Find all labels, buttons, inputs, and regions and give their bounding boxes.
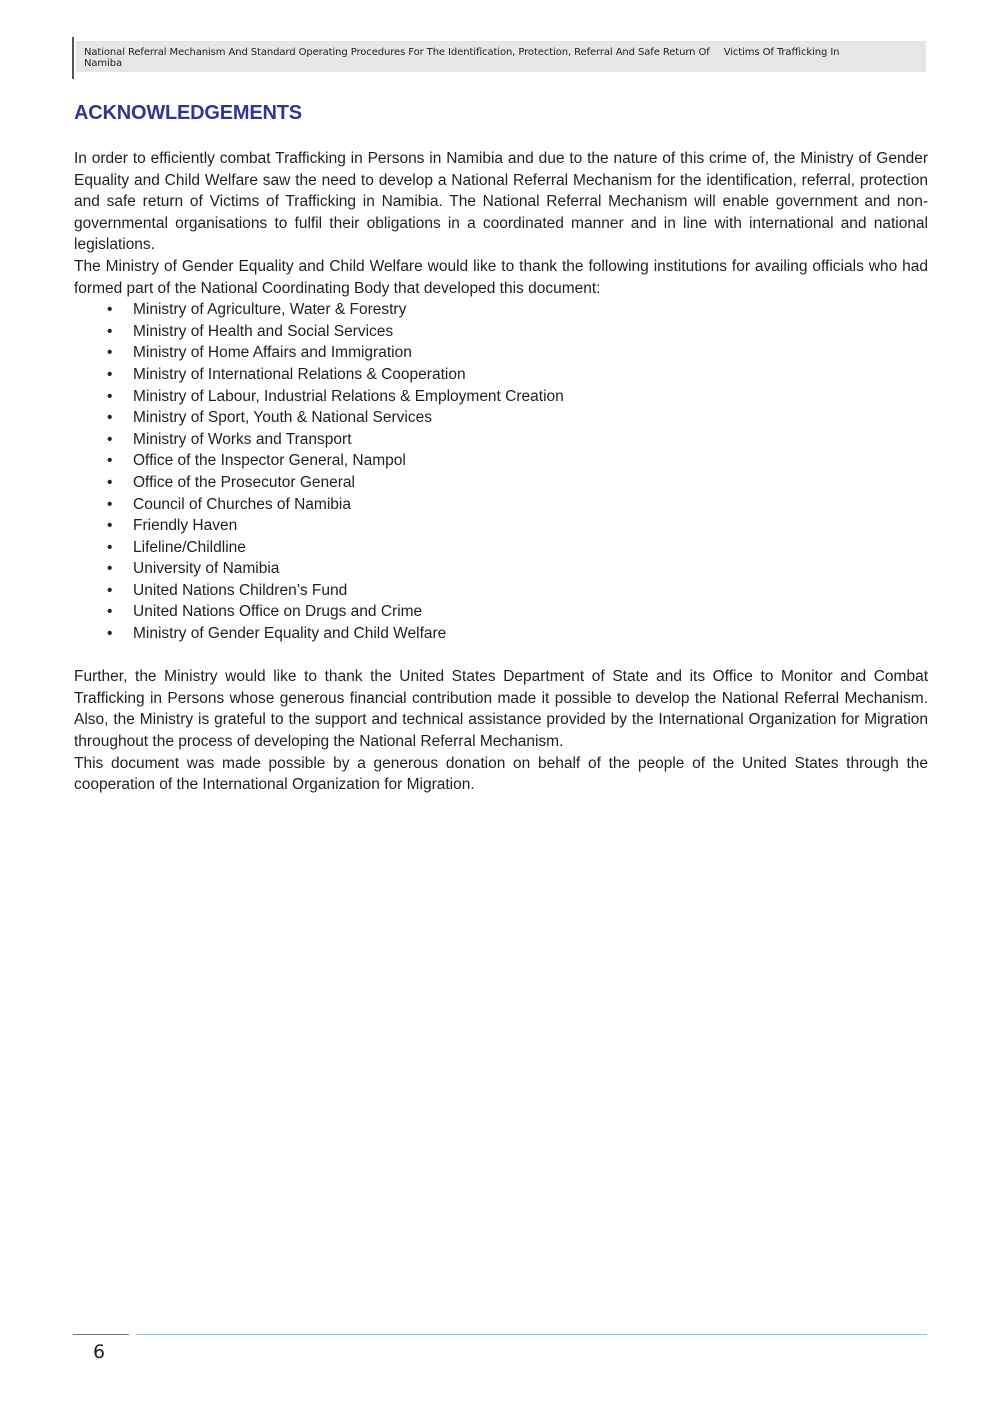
running-header-title-end: Namiba	[84, 58, 123, 69]
running-header-title-cont: Victims Of Trafficking In	[723, 47, 840, 58]
bullet-marker: •	[107, 430, 113, 448]
institution-list-item	[107, 342, 928, 364]
bullet-marker: •	[107, 344, 113, 362]
running-header-title: National Referral Mechanism And Standard Operating Procedures For The Identification, Protection, Referral And Safe Return Of	[84, 47, 710, 58]
institution-list-item	[107, 472, 928, 494]
institution-name: United Nations Children’s Fund	[133, 581, 348, 599]
header-rule	[72, 37, 74, 79]
funding-paragraph: Further, the Ministry would like to thank the United States Department of State and its Office to Monitor and Combat Trafficking in Persons whose generous financial contribution made it possible to develop the National Referral Mechanism. Also, the Ministry is grateful to the support and technical assistance provided by the International Organization for Migration throughout the process of developing the National Referral Mechanism.	[74, 668, 928, 751]
bullet-marker: •	[107, 322, 113, 340]
donation-paragraph: This document was made possible by a generous donation on behalf of the people of the United States through the cooperation of the International Organization for Migration.	[74, 754, 928, 794]
bullet-marker: •	[107, 581, 113, 599]
institution-list-item	[107, 623, 928, 645]
institution-name: University of Namibia	[133, 560, 280, 578]
institution-list-item	[107, 321, 928, 343]
bullet-marker: •	[107, 473, 113, 491]
institution-name: Ministry of International Relations & Cooperation	[133, 365, 466, 383]
institution-list-item	[107, 299, 928, 321]
institution-list-item	[107, 601, 928, 623]
institution-list	[74, 299, 928, 645]
footer-rule-long	[136, 1334, 927, 1335]
institution-name: Council of Churches of Namibia	[133, 495, 351, 513]
bullet-marker: •	[107, 538, 113, 556]
bullet-marker: •	[107, 495, 113, 513]
bullet-marker: •	[107, 365, 113, 383]
institution-list-item	[107, 580, 928, 602]
institution-list-item	[107, 429, 928, 451]
page-heading: ACKNOWLEDGEMENTS	[74, 102, 302, 124]
institution-name: Ministry of Labour, Industrial Relations & Employment Creation	[133, 387, 564, 405]
bullet-marker: •	[107, 387, 113, 405]
institution-name: Friendly Haven	[133, 517, 238, 535]
institution-name: United Nations Office on Drugs and Crime	[133, 603, 423, 621]
institution-name: Ministry of Works and Transport	[133, 430, 352, 448]
bullet-marker: •	[107, 517, 113, 535]
institution-name: Lifeline/Childline	[133, 538, 246, 556]
institution-list-item	[107, 537, 928, 559]
institution-list-item	[107, 407, 928, 429]
institution-name: Ministry of Home Affairs and Immigration	[133, 344, 412, 362]
institution-list-item	[107, 364, 928, 386]
institution-name: Ministry of Gender Equality and Child Welfare	[133, 625, 447, 643]
thanks-paragraph: The Ministry of Gender Equality and Child Welfare would like to thank the following institutions for availing officials who had formed part of the National Coordinating Body that developed this document:	[74, 257, 928, 297]
bullet-marker: •	[107, 301, 113, 319]
page-number: 6	[93, 1341, 106, 1363]
intro-paragraph: In order to efficiently combat Trafficking in Persons in Namibia and due to the nature of this crime of, the Ministry of Gender Equality and Child Welfare saw the need to develop a National Referral Mechanism for the identification, referral, protection and safe return of Victims of Trafficking in Namibia. The National Referral Mechanism will enable government and non-governmental organisations to fulfil their obligations in a coordinated manner and in line with international and national legislations.	[74, 150, 928, 254]
bullet-marker: •	[107, 452, 113, 470]
bullet-marker: •	[107, 625, 113, 643]
bullet-marker: •	[107, 603, 113, 621]
institution-list-item	[107, 386, 928, 408]
bullet-marker: •	[107, 560, 113, 578]
footer-rule-short	[73, 1334, 129, 1335]
institution-list-item	[107, 515, 928, 537]
running-header	[84, 47, 884, 69]
institution-name: Ministry of Agriculture, Water & Forestry	[133, 301, 407, 319]
bullet-marker: •	[107, 409, 113, 427]
institution-name: Office of the Prosecutor General	[133, 473, 355, 491]
institution-name: Office of the Inspector General, Nampol	[133, 452, 406, 470]
institution-name: Ministry of Health and Social Services	[133, 322, 394, 340]
institution-list-item	[107, 450, 928, 472]
institution-name: Ministry of Sport, Youth & National Services	[133, 409, 432, 427]
institution-list-item	[107, 494, 928, 516]
body-content	[74, 148, 928, 796]
institution-list-item	[107, 558, 928, 580]
